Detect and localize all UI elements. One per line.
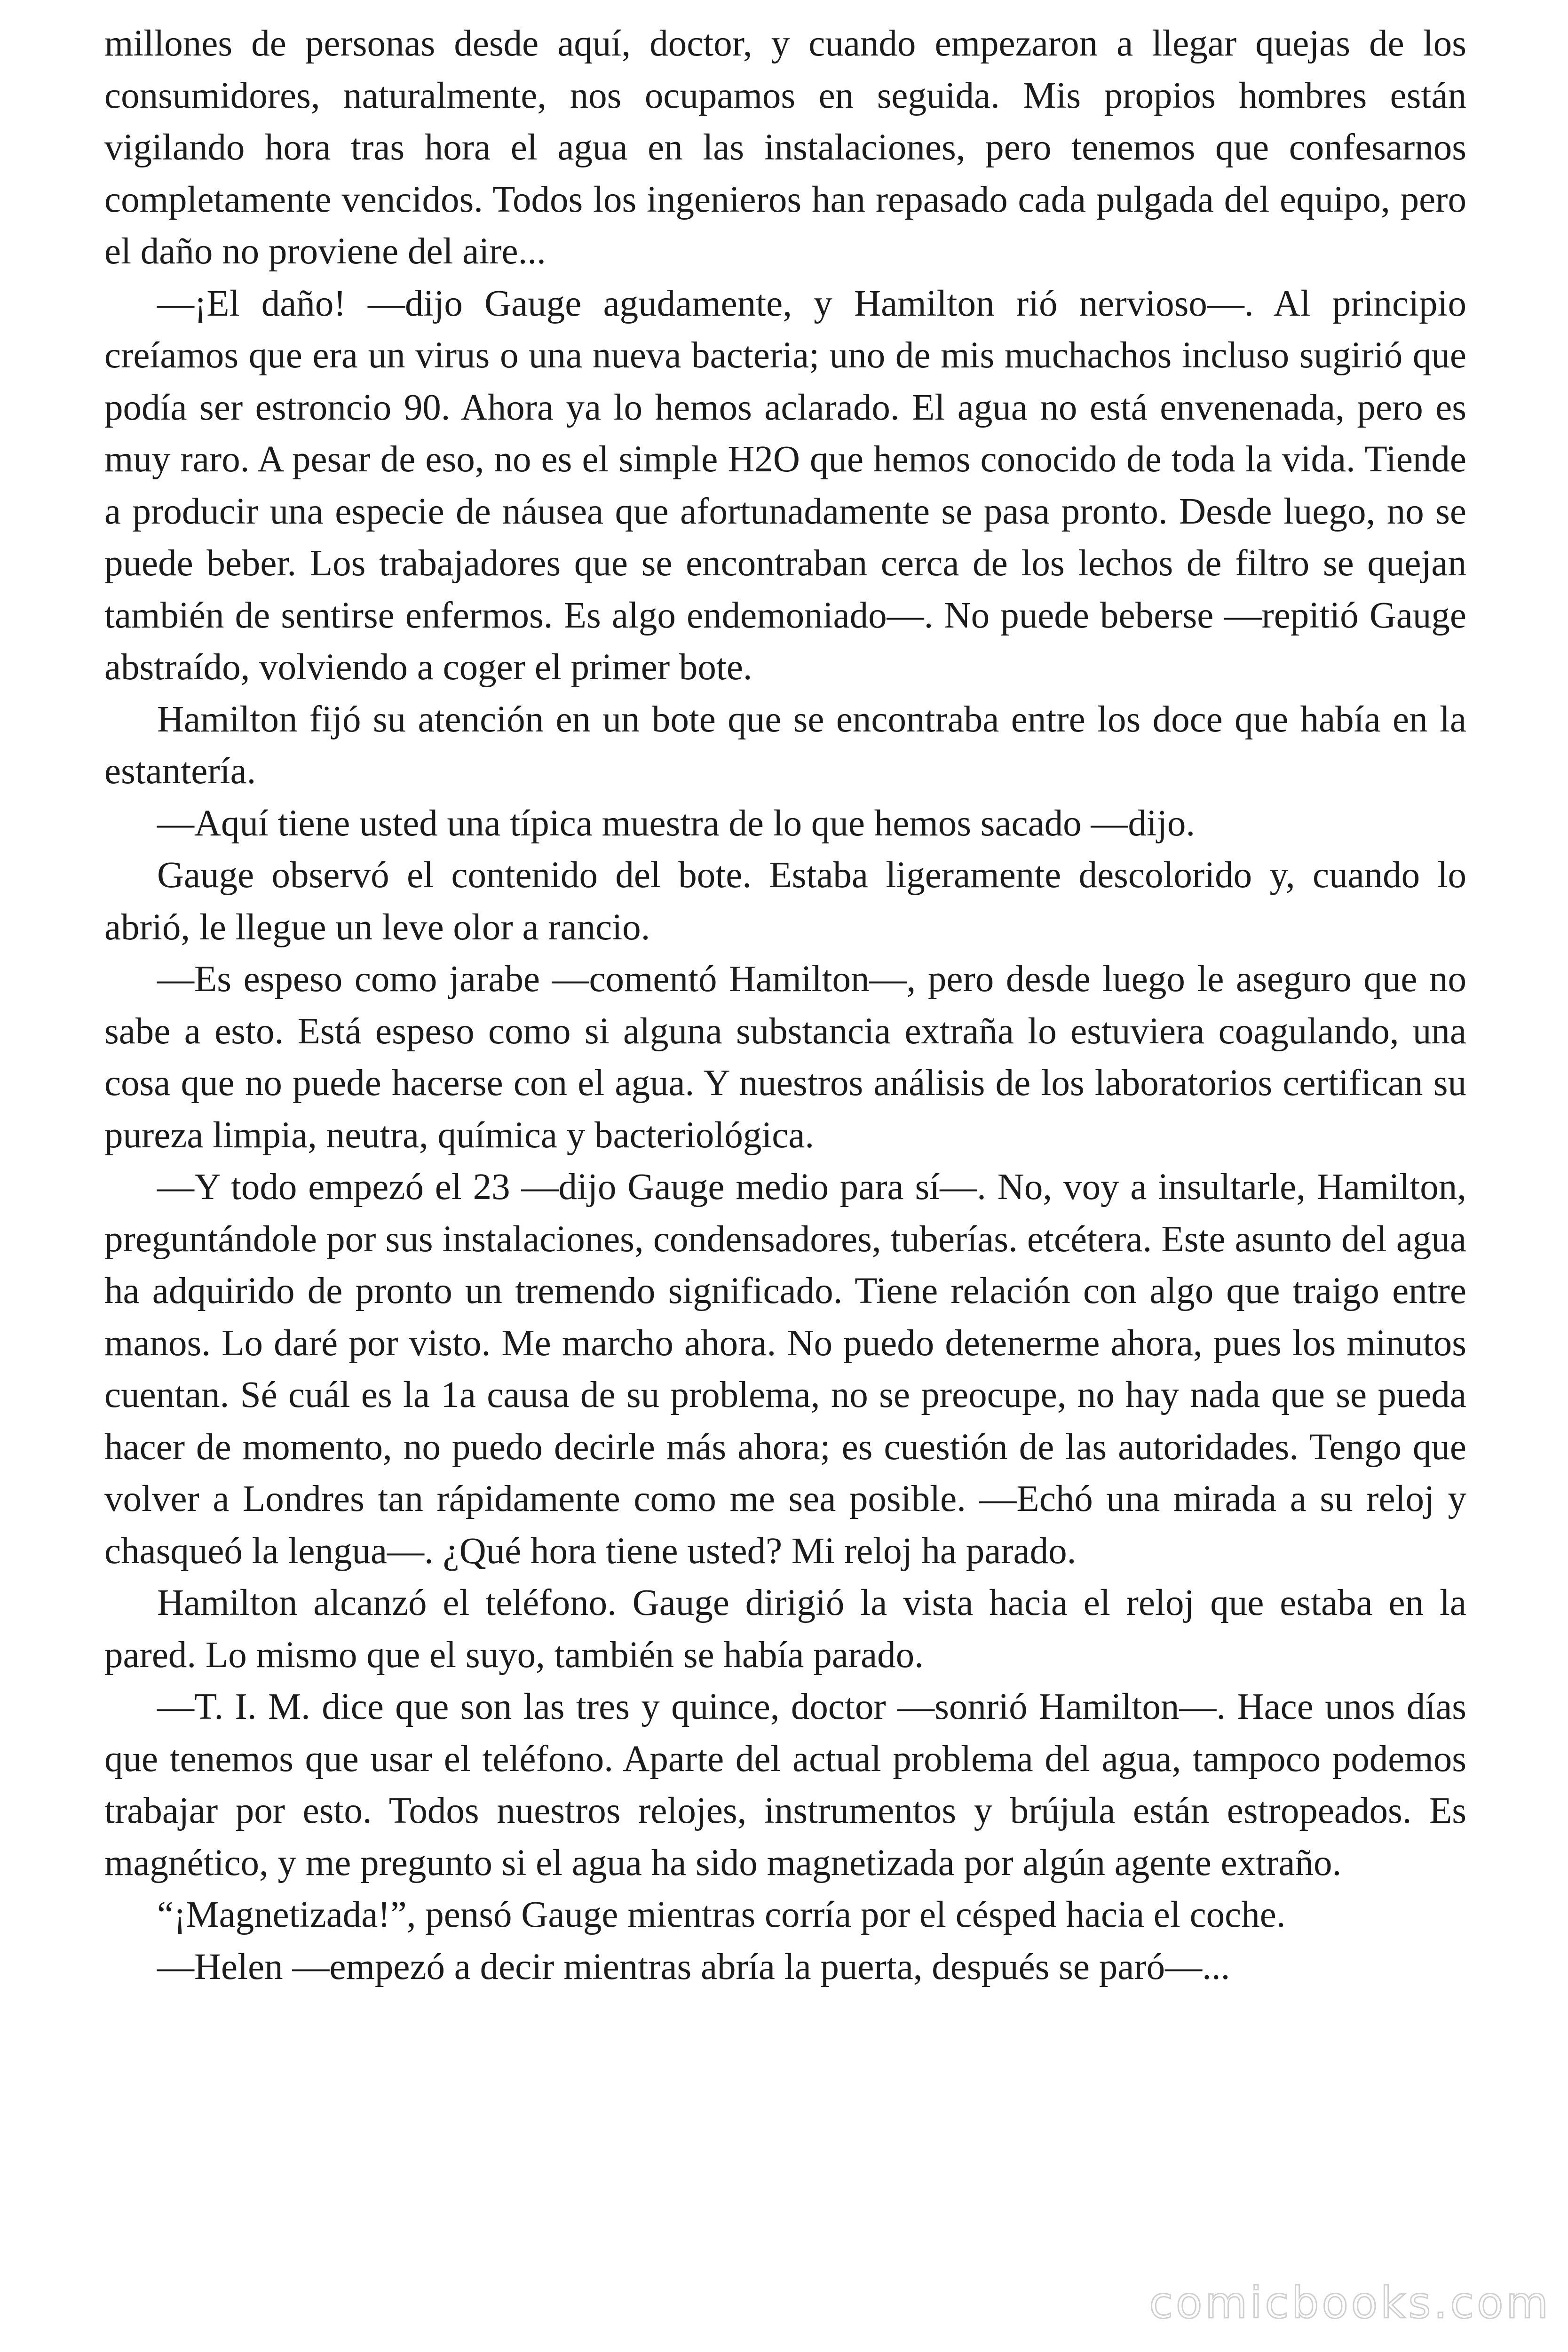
paragraph-9: —T. I. M. dice que son las tres y quince, doctor —sonrió Hamilton—. Hace unos días que tenemos que usar el teléfono. Aparte del actual problema del agua, tampoco podemos trabajar por esto. Todos nuestros relojes, instrumentos y brújula están estropeados. Es magnético, y me pregunto si el agua ha sido magnetizada por algún agente extraño. (104, 1686, 1466, 1883)
paragraph-10: “¡Magnetizada!”, pensó Gauge mientras corría por el césped hacia el coche. (157, 1894, 1286, 1935)
paragraph-3: Hamilton fijó su atención en un bote que se encontraba entre los doce que había en la estantería. (104, 699, 1466, 792)
paragraph-5: Gauge observó el contenido del bote. Estaba ligeramente descolorido y, cuando lo abrió, le llegue un leve olor a rancio. (104, 855, 1466, 948)
paragraph-1: millones de personas desde aquí, doctor, y cuando empezaron a llegar quejas de los consumidores, naturalmente, nos ocupamos en seguida. Mis propios hombres están vigilando hora tras hora el agua en las instalaciones, pero tenemos que confesarnos completamente vencidos. Todos los ingenieros han repasado cada pulgada del equipo, pero el daño no proviene del aire... (104, 23, 1466, 272)
watermark: comicbooks.com (1149, 2278, 1551, 2328)
paragraph-2: —¡El daño! —dijo Gauge agudamente, y Hamilton rió nervioso—. Al principio creíamos que era un virus o una nueva bacteria; uno de mis muchachos incluso sugirió que podía ser estroncio 90. Ahora ya lo hemos aclarado. El agua no está envenenada, pero es muy raro. A pesar de eso, no es el simple H2O que hemos conocido de toda la vida. Tiende a producir una especie de náusea que afortunadamente se pasa pronto. Desde luego, no se puede beber. Los trabajadores que se encontraban cerca de los lechos de filtro se quejan también de sentirse enfermos. Es algo endemoniado—. No puede beberse —repitió Gauge abstraído, volviendo a coger el primer bote. (104, 283, 1466, 688)
paragraph-8: Hamilton alcanzó el teléfono. Gauge dirigió la vista hacia el reloj que estaba en la pared. Lo mismo que el suyo, también se había parado. (104, 1582, 1466, 1676)
paragraph-11: —Helen —empezó a decir mientras abría la puerta, después se paró—... (157, 1946, 1230, 1987)
paragraph-6: —Es espeso como jarabe —comentó Hamilton—, pero desde luego le aseguro que no sabe a esto. Está espeso como si alguna substancia extraña lo estuviera coagulando, una cosa que no puede hacerse con el agua. Y nuestros análisis de los laboratorios certifican su pureza limpia, neutra, química y bacteriológica. (104, 959, 1466, 1156)
book-page (104, 18, 1466, 1993)
paragraph-7: —Y todo empezó el 23 —dijo Gauge medio para sí—. No, voy a insultarle, Hamilton, preguntándole por sus instalaciones, condensadores, tuberías. etcétera. Este asunto del agua ha adquirido de pronto un tremendo significado. Tiene relación con algo que traigo entre manos. Lo daré por visto. Me marcho ahora. No puedo detenerme ahora, pues los minutos cuentan. Sé cuál es la 1a causa de su problema, no se preocupe, no hay nada que se pueda hacer de momento, no puedo decirle más ahora; es cuestión de las autoridades. Tengo que volver a Londres tan rápidamente como me sea posible. —Echó una mirada a su reloj y chasqueó la lengua—. ¿Qué hora tiene usted? Mi reloj ha parado. (104, 1167, 1466, 1572)
paragraph-4: —Aquí tiene usted una típica muestra de lo que hemos sacado —dijo. (157, 803, 1196, 844)
